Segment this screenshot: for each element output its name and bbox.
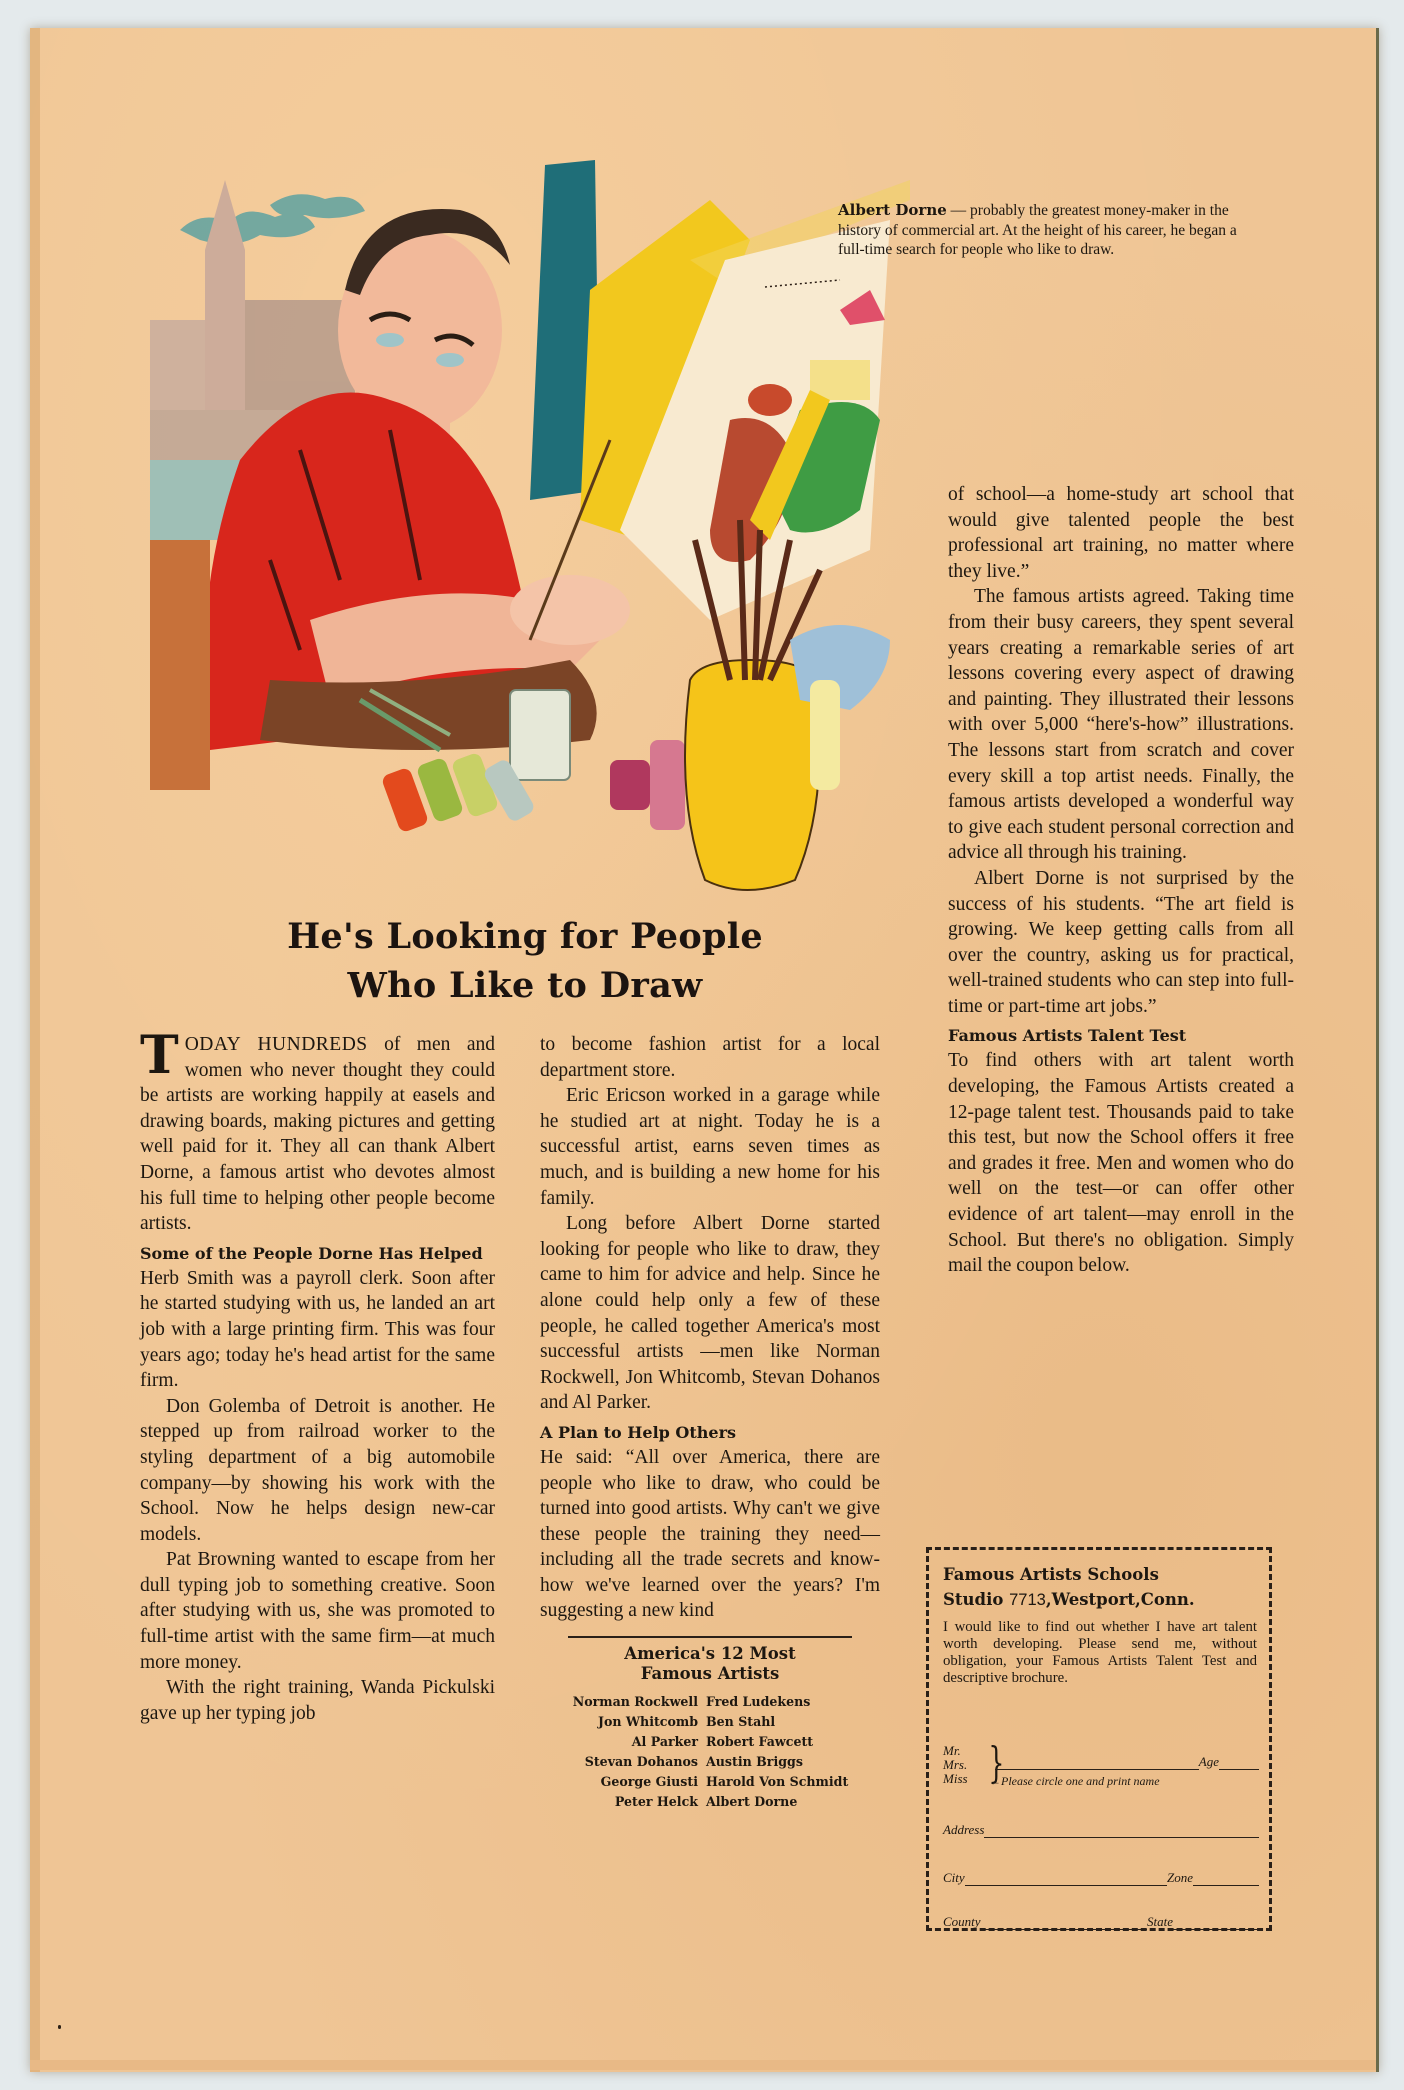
- studio-label: Studio: [943, 1590, 1004, 1609]
- artist-name: Ben Stahl: [706, 1714, 776, 1730]
- paragraph-herb-smith: Herb Smith was a payroll clerk. Soon after he started studying with us, he landed an art job with a large printing firm. This was four years ago; today he's head artist for the same firm.: [140, 1267, 495, 1392]
- address-field[interactable]: [984, 1823, 1259, 1838]
- artist-name: Harold Von Schmidt: [706, 1774, 849, 1790]
- city-field[interactable]: [965, 1871, 1167, 1886]
- paragraph-don-golemba: Don Golemba of Detroit is another. He stepped up from railroad worker to the styling department of a big automobile company—by showing his work with the School. Now he helps design new-car models.: [140, 1395, 495, 1545]
- artists-list-right: [706, 1692, 848, 1812]
- city-label: City: [943, 1870, 965, 1885]
- city-zone-row: [943, 1870, 1259, 1886]
- zone-field[interactable]: [1193, 1871, 1259, 1886]
- artist-name: Norman Rockwell: [572, 1694, 698, 1710]
- artist-name: George Giusti: [600, 1774, 698, 1790]
- circle-hint: ←Please circle one and print name: [989, 1774, 1160, 1788]
- intro-text: of men and women who never thought they could be artists are working happily at easels and drawing boards, making pictures and getting well paid for it. They all can thank Albert Dorne, a famous artist who devotes almost his full time to helping other people become artists.: [140, 1034, 495, 1235]
- county-state-row: [943, 1914, 1259, 1930]
- divider: [568, 1636, 852, 1638]
- paragraph-long-before: Long before Albert Dorne started looking for people who like to draw, they came to him for advice and help. Since he alone could help only a few of these people, he called together America's most successful artists —men like Norman Rockwell, Jon Whitcomb, Stevan Dohanos and Al Parker.: [540, 1213, 880, 1414]
- artist-name: Robert Fawcett: [706, 1734, 814, 1750]
- salutation-miss[interactable]: Miss: [943, 1771, 968, 1786]
- studio-number: 7713: [1009, 1591, 1046, 1609]
- age-field[interactable]: [1219, 1755, 1259, 1770]
- caption-text: — probably the greatest money-maker in the history of commercial art. At the height of his career, he began a full-time search for people who like to draw.: [838, 202, 1237, 258]
- coupon-request-text: I would like to find out whether I have art talent worth developing. Please send me, without obligation, your Famous Artists Talent Test and descriptive brochure.: [943, 1619, 1257, 1686]
- state-label: State: [1147, 1914, 1173, 1929]
- artist-name: Albert Dorne: [706, 1794, 798, 1810]
- name-age-row: [995, 1754, 1259, 1770]
- coupon-address: [943, 1587, 1257, 1613]
- artist-name: Jon Whitcomb: [598, 1714, 698, 1730]
- paragraph-artists-agreed: The famous artists agreed. Taking time from their busy careers, they spent several years creating a remarkable series of art lessons covering every aspect of drawing and painting. They illustrated their lessons with over 5,000 “here's-how” illustrations. The lessons start from scratch and cover every skill a top artist needs. Finally, the famous artists developed a wonderful way to give each student personal correction and advice all through his training.: [948, 586, 1294, 864]
- brace-icon: }: [988, 1738, 1005, 1787]
- zone-label: Zone: [1167, 1870, 1193, 1885]
- paragraph-not-surprised: Albert Dorne is not surprised by the success of his students. “The art field is growing. We keep getting calls from all over the country, asking us for practical, well-trained students who can step into full-time or part-time art jobs.”: [948, 867, 1294, 1017]
- subhead-talent-test: Famous Artists Talent Test: [948, 1026, 1187, 1046]
- article-column-3: [948, 482, 1294, 1279]
- artists-title-line-2: Famous Artists: [640, 1664, 780, 1684]
- artist-name: Al Parker: [631, 1734, 698, 1750]
- coupon-school-name: Famous Artists Schools: [943, 1565, 1159, 1584]
- salutation-options[interactable]: [943, 1744, 968, 1786]
- paragraph-eric-ericson: Eric Ericson worked in a garage while he studied art at night. Today he is a successful artist, earns seven times as much, and is building a new home for his family.: [540, 1085, 880, 1209]
- paragraph-pat-browning: Pat Browning wanted to escape from her dull typing job to something creative. Soon after studying with us, she was promoted to full-time artist with the same firm—at much more money.: [140, 1549, 495, 1673]
- paragraph-continued: to become fashion artist for a local department store.: [540, 1034, 880, 1081]
- paragraph-wanda-pickulski: With the right training, Wanda Pickulski gave up her typing job: [140, 1677, 495, 1724]
- county-field[interactable]: [981, 1915, 1147, 1930]
- salutation-mr[interactable]: Mr.: [943, 1743, 961, 1758]
- subhead-plan: A Plan to Help Others: [540, 1422, 737, 1442]
- page-bottom-edge: [30, 2060, 1376, 2070]
- subhead-people-helped: Some of the People Dorne Has Helped: [140, 1243, 483, 1263]
- headline-line-2: Who Like to Draw: [347, 965, 703, 1006]
- ink-speck: [58, 2025, 61, 2029]
- mail-in-coupon[interactable]: [926, 1547, 1272, 1931]
- artist-name: Austin Briggs: [706, 1754, 803, 1770]
- artist-name: Stevan Dohanos: [584, 1754, 698, 1770]
- caption-name: Albert Dorne: [838, 201, 947, 219]
- artists-title-line-1: America's 12 Most: [624, 1644, 796, 1664]
- artists-list-left: [526, 1692, 706, 1812]
- paragraph-of-school: of school—a home-study art school that would give talented people the best professional art training, no matter where they live.”: [948, 484, 1294, 582]
- artists-box-title: [540, 1644, 880, 1684]
- page-title: [190, 912, 860, 1010]
- artist-name: Peter Helck: [614, 1794, 698, 1810]
- paragraph-talent-test: To find others with art talent worth developing, the Famous Artists created a 12-page talent test. Thousands paid to take this test, but now the School offers it free and grades it free. Men and women who do well on the test—or can offer other evidence of art talent—may enroll in the School. But there's no obligation. Simply mail the coupon below.: [948, 1050, 1294, 1277]
- drop-cap: T: [140, 1025, 179, 1086]
- article-column-2: [540, 1032, 880, 1812]
- albert-dorne-illustration: [150, 160, 910, 920]
- state-field[interactable]: [1173, 1915, 1259, 1930]
- paragraph-he-said: He said: “All over America, there are people who like to draw, who could be turned into good artists. Why can't we give these people the training they need—including all the trade secrets and know-how we've learned over the years? I'm suggesting a new kind: [540, 1446, 880, 1622]
- article-column-1: [140, 1025, 495, 1726]
- lead-smallcaps: ODAY HUNDREDS: [184, 1034, 368, 1055]
- studio-location: ,Westport,Conn.: [1045, 1590, 1195, 1609]
- artist-name: Fred Ludekens: [706, 1694, 811, 1710]
- name-field[interactable]: [995, 1755, 1199, 1770]
- county-label: County: [943, 1914, 981, 1929]
- headline-line-1: He's Looking for People: [287, 916, 763, 957]
- age-label: Age: [1198, 1754, 1219, 1769]
- intro-paragraph: [140, 1025, 495, 1237]
- illustration-caption: [838, 201, 1258, 260]
- salutation-mrs[interactable]: Mrs.: [943, 1757, 968, 1772]
- address-row: [943, 1822, 1259, 1838]
- address-label: Address: [943, 1822, 985, 1837]
- artists-list: [526, 1692, 880, 1812]
- page-spine-edge: [30, 28, 40, 2072]
